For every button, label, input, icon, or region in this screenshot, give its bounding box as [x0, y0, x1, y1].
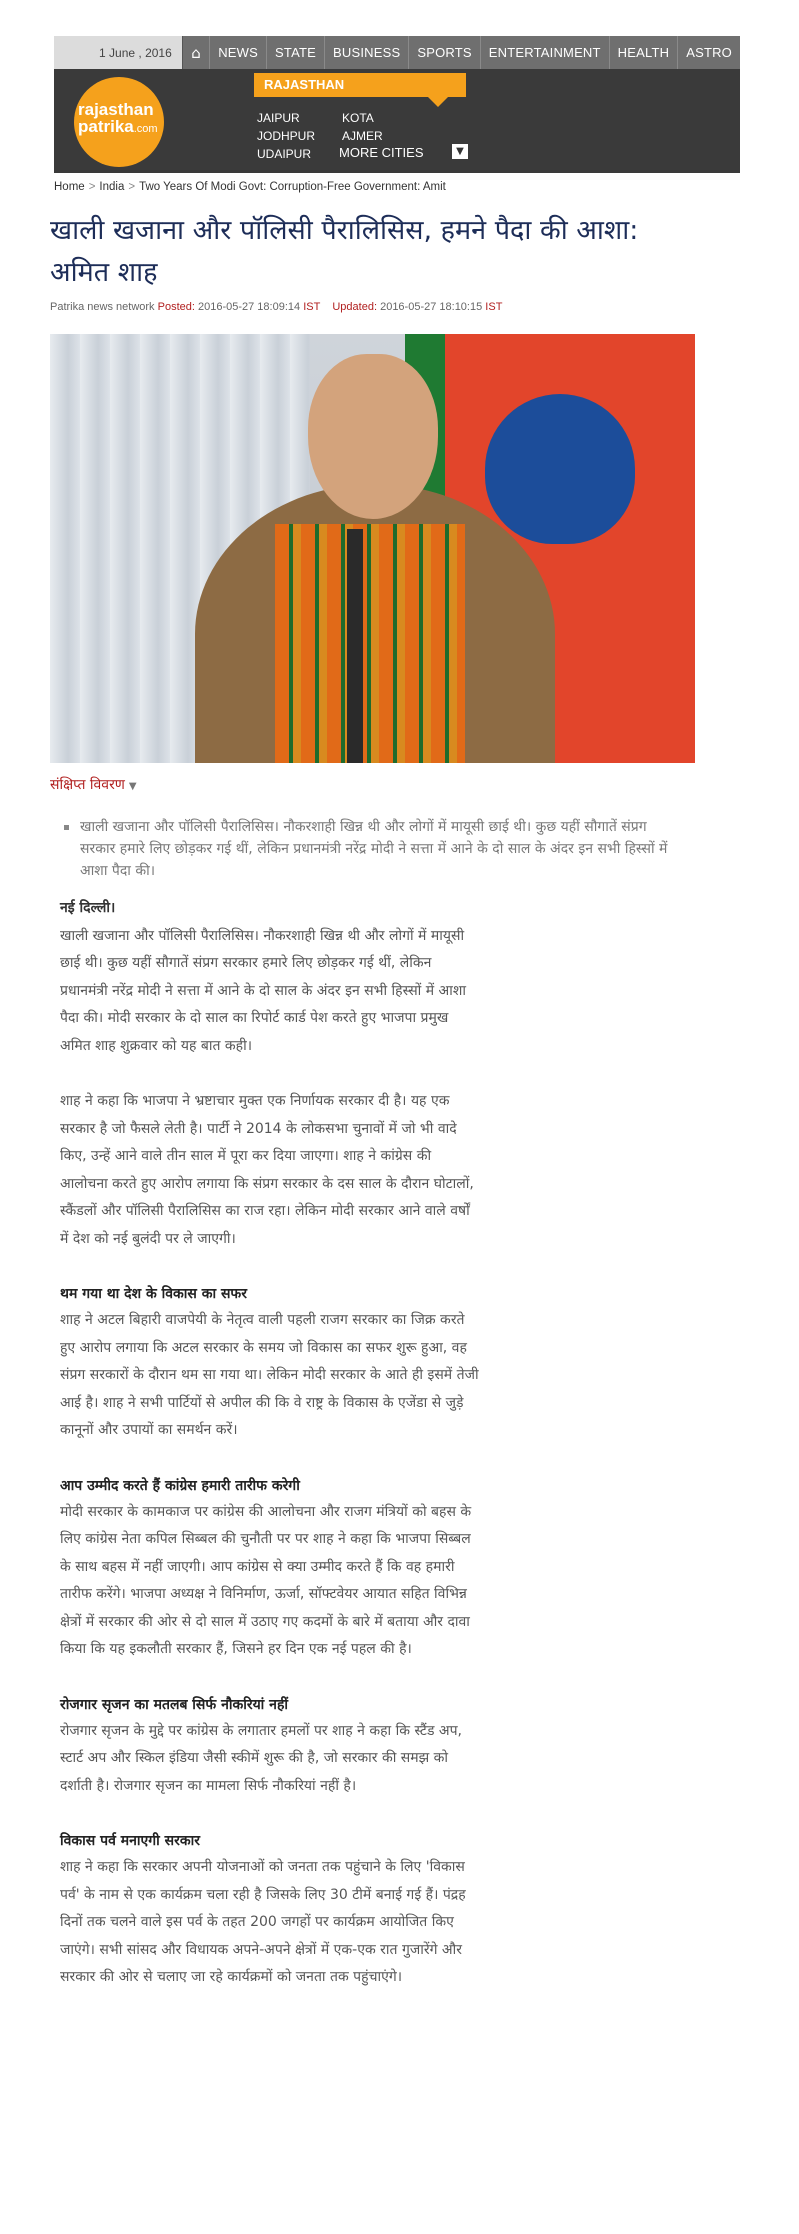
nav-state[interactable]: STATE [267, 36, 325, 69]
posted-tz: IST [303, 301, 321, 313]
caret-down-icon: ▼ [128, 781, 137, 792]
city-kota[interactable]: KOTA [342, 111, 374, 125]
posted-label: Posted: [157, 301, 195, 313]
article-source: Patrika news network [50, 301, 155, 313]
section-heading: रोजगार सृजन का मतलब सिर्फ नौकरियां नहीं [60, 1696, 289, 1713]
article-body [60, 895, 480, 2020]
photo-scarf [275, 524, 465, 763]
site-header [54, 69, 740, 173]
nav-news[interactable]: NEWS [210, 36, 267, 69]
nav-entertainment[interactable]: ENTERTAINMENT [481, 36, 610, 69]
section-heading: थम गया था देश के विकास का सफर [60, 1286, 247, 1302]
updated-label: Updated: [332, 301, 378, 313]
nav-health[interactable]: HEALTH [610, 36, 679, 69]
nav-business[interactable]: BUSINESS [325, 36, 409, 69]
city-ajmer[interactable]: AJMER [342, 129, 383, 143]
chevron-down-icon[interactable]: ▼ [452, 144, 468, 159]
article-dateline: नई दिल्ली। [60, 900, 116, 916]
nav-sports[interactable]: SPORTS [409, 36, 480, 69]
state-tab-pointer [428, 97, 448, 107]
section-heading: विकास पर्व मनाएगी सरकार [60, 1833, 200, 1849]
article-meta [50, 301, 502, 313]
summary-toggle[interactable] [50, 775, 137, 794]
breadcrumb-india[interactable]: India [99, 181, 125, 193]
article-paragraph: शाह ने कहा कि भाजपा ने भ्रष्टाचार मुक्त एक निर्णायक सरकार दी है। यह एक सरकार है जो फैसले लेती है। पार्टी ने 2014 के लोकसभा चुनावों में जो भी वादे किए, उन्हें आने वाले तीन साल में पूरा कर दिया जाएगा। शाह ने कांग्रेस की आलोचना करते हुए आरोप लगाया कि संप्रग सरकार के दस साल के दौरान घोटालों, स्कैंडलों और पॉलिसी पैरालिसिस का राज रहा। लेकिन मोदी सरकार आने वाले वर्षों में देश को नई बुलंदी पर ले जाएगी। [60, 1093, 474, 1247]
article-paragraph: खाली खजाना और पॉलिसी पैरालिसिस। नौकरशाही खिन्न थी और लोगों में मायूसी छाई थी। कुछ यहीं सौगातें संप्रग सरकार हमारे लिए छोड़कर गई थीं, लेकिन प्रधानमंत्री नरेंद्र मोदी ने सत्ता में आने के दो साल के अंदर इन सभी हिस्सों में आशा पैदा की। मोदी सरकार के दो साल का रिपोर्ट कार्ड पेश करते हुए भाजपा प्रमुख अमित शाह शुक्रवार को यह बात कही। [60, 927, 467, 1054]
photo-head [308, 354, 438, 519]
section-text: शाह ने कहा कि सरकार अपनी योजनाओं को जनता तक पहुंचाने के लिए 'विकास पर्व' के नाम से एक कार्यक्रम चला रही है जिसके लिए 30 टीमें बनाई गई हैं। पंद्रह दिनों तक चलने वाले इस पर्व के तहत 200 जगहों पर कार्यक्रम आयोजित किए जाएंगे। सभी सांसद और विधायक अपने-अपने क्षेत्रों में एक-एक रात गुजारेंगे और सरकार की ओर से चलाए जा रहे कार्यक्रमों को जनता तक पहुंचाएंगे। [60, 1859, 466, 1985]
logo-suffix: .com [133, 123, 158, 135]
updated-time: 2016-05-27 18:10:15 [380, 301, 483, 313]
breadcrumb-home[interactable]: Home [54, 181, 85, 193]
photo-microphone [347, 529, 363, 763]
top-nav-bar [54, 36, 740, 69]
logo-line1: rajasthan [78, 100, 154, 119]
home-icon[interactable]: ⌂ [182, 36, 210, 69]
article-photo [50, 334, 695, 763]
summary-toggle-label: संक्षिप्त विवरण [50, 777, 125, 793]
section-heading: आप उम्मीद करते हैं कांग्रेस हमारी तारीफ करेगी [60, 1477, 300, 1494]
posted-time: 2016-05-27 18:09:14 [197, 301, 301, 313]
summary-box [64, 816, 686, 882]
breadcrumb-separator: > [128, 181, 136, 193]
bullet-icon [64, 825, 69, 830]
city-udaipur[interactable]: UDAIPUR [257, 147, 312, 161]
city-jaipur[interactable]: JAIPUR [257, 111, 300, 125]
article-title: खाली खजाना और पॉलिसी पैरालिसिस, हमने पैदा की आशा: अमित शाह [50, 215, 639, 288]
state-tab-rajasthan[interactable]: RAJASTHAN [254, 73, 466, 97]
current-date: 1 June , 2016 [54, 36, 182, 69]
logo-line2: patrika [78, 117, 134, 136]
city-jodhpur[interactable]: JODHPUR [257, 129, 316, 143]
section-text: मोदी सरकार के कामकाज पर कांग्रेस की आलोचना और राजग मंत्रियों को बहस के लिए कांग्रेस नेता कपिल सिब्बल की चुनौती पर पर शाह ने कहा कि भाजपा सिब्बल के साथ बहस में नहीं जाएगी। आप कांग्रेस से क्या उम्मीद करते हैं कि वह हमारी तारीफ करेंगे। भाजपा अध्यक्ष ने विनिर्माण, ऊर्जा, सॉफ्टवेयर आयात सहित विभिन्न क्षेत्रों में सरकार की ओर से दो साल में उठाए गए कदमों के बारे में बताया और दावा किया कि यह इकलौती सरकार हैं, जिसने हर दिन एक नई पहल की है। [60, 1503, 472, 1657]
updated-tz: IST [485, 301, 503, 313]
logo-text[interactable] [78, 101, 158, 138]
breadcrumb-current: Two Years Of Modi Govt: Corruption-Free Government: Amit [139, 181, 446, 193]
section-text: रोजगार सृजन के मुद्दे पर कांग्रेस के लगातार हमलों पर शाह ने कहा कि स्टैंड अप, स्टार्ट अप और स्किल इंडिया जैसी स्कीमें शुरू की है, जो सरकार की समझ को दर्शाती है। रोजगार सृजन का मामला सिर्फ नौकरियां नहीं है। [60, 1722, 462, 1794]
more-cities-link[interactable]: MORE CITIES [339, 145, 424, 160]
breadcrumb [54, 181, 446, 193]
breadcrumb-separator: > [88, 181, 96, 193]
nav-astro[interactable]: ASTRO [686, 45, 732, 60]
photo-lotus-emblem [485, 394, 635, 544]
summary-text: खाली खजाना और पॉलिसी पैरालिसिस। नौकरशाही खिन्न थी और लोगों में मायूसी छाई थी। कुछ यहीं सौगातें संप्रग सरकार हमारे लिए छोड़कर गई थीं, लेकिन प्रधानमंत्री नरेंद्र मोदी ने सत्ता में आने के दो साल के अंदर इन सभी हिस्सों में आशा पैदा की। [80, 819, 668, 879]
section-text: शाह ने अटल बिहारी वाजपेयी के नेतृत्व वाली पहली राजग सरकार का जिक्र करते हुए आरोप लगाया कि अटल सरकार के समय जो विकास का सफर शुरू हुआ, वह संप्रग सरकारों के दौरान थम सा गया था। लेकिन मोदी सरकार के आते ही इसमें तेजी आई है। शाह ने सभी पार्टियों से अपील की कि वे राष्ट्र के विकास के एजेंडा से जुड़े कानूनों और उपायों का समर्थन करें। [60, 1312, 479, 1438]
